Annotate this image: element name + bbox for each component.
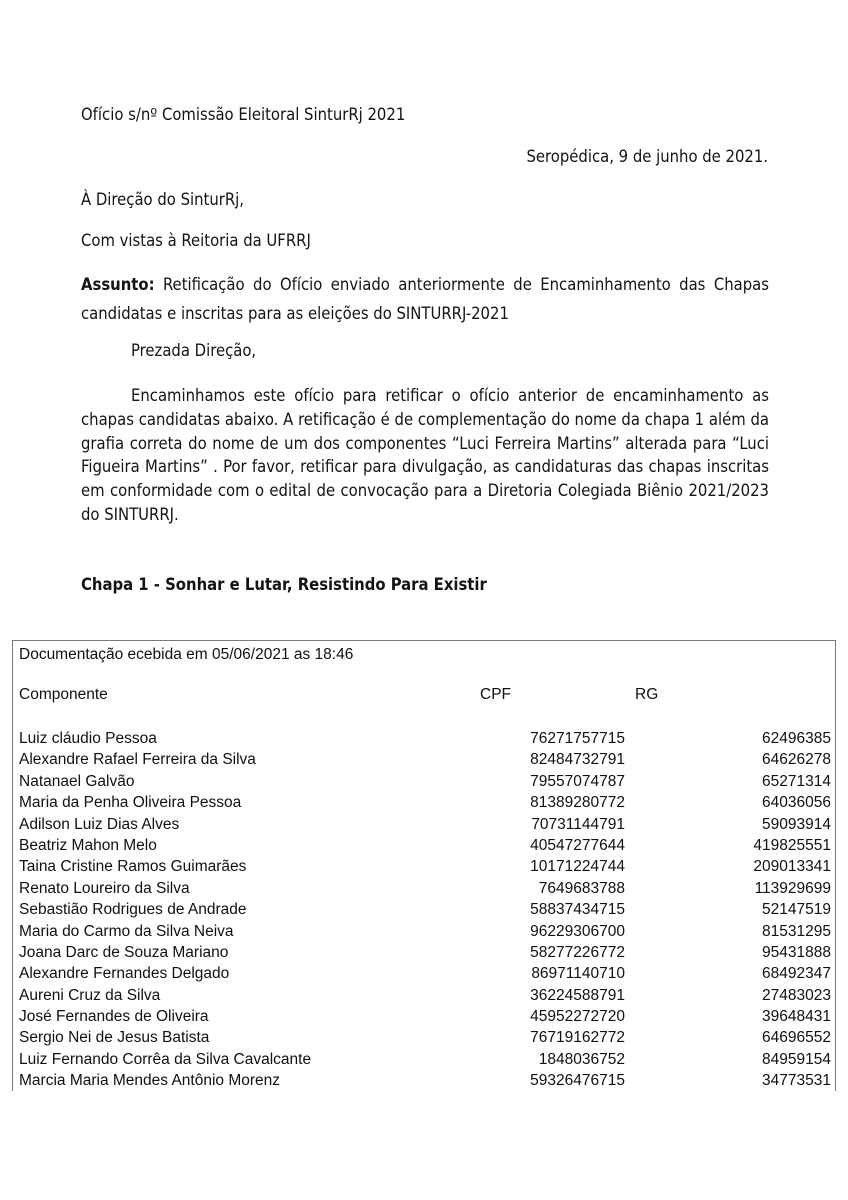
- table-row: [13, 921, 835, 942]
- member-rg: 27483023: [762, 986, 831, 1004]
- table-row: [13, 771, 835, 792]
- table-row: [13, 792, 835, 813]
- member-name: Marcia Maria Mendes Antônio Morenz: [19, 1072, 281, 1090]
- body-paragraph: Encaminhamos este ofício para retificar o ofício anterior de encaminhamento as chapas candidatas abaixo. A retificação é de complementação do nome da chapa 1 além da grafia correta do nome de um dos componentes “Luci Ferreira Martins” alterada para “Luci Figueira Martins” . Por favor, retificar para divulgação, as candidaturas das chapas inscritas em conformidade com o edital de convocação para a Diretoria Colegiada Biênio 2021/2023 do SINTURRJ.: [81, 386, 769, 524]
- member-cpf: 59326476715: [530, 1072, 625, 1090]
- member-rg: 34773531: [762, 1072, 831, 1090]
- subject-text: Retificação do Ofício enviado anteriormente de Encaminhamento das Chapas candidatas e inscritas para as eleições do SINTURRJ-2021: [81, 275, 769, 323]
- table-row: [13, 749, 835, 770]
- member-cpf: 1848036752: [538, 1050, 625, 1068]
- subject-label: Assunto:: [81, 275, 155, 294]
- member-name: Maria do Carmo da Silva Neiva: [19, 922, 234, 940]
- column-header-rg: RG: [635, 686, 659, 703]
- member-name: Sergio Nei de Jesus Batista: [19, 1029, 210, 1047]
- carbon-copy: Com vistas à Reitoria da UFRRJ: [81, 231, 311, 250]
- member-cpf: 7649683788: [538, 879, 625, 897]
- table-row: [13, 728, 835, 749]
- table-row: [13, 856, 835, 877]
- members-table: [12, 640, 836, 1091]
- member-name: Luiz Fernando Corrêa da Silva Cavalcante: [19, 1050, 312, 1068]
- place-date: Seropédica, 9 de junho de 2021.: [526, 147, 768, 166]
- member-name: Joana Darc de Souza Mariano: [19, 943, 229, 961]
- member-name: Adilson Luiz Dias Alves: [19, 815, 180, 833]
- member-cpf: 58837434715: [530, 901, 625, 919]
- member-cpf: 86971140710: [531, 965, 625, 983]
- table-row: [13, 878, 835, 899]
- member-name: Aureni Cruz da Silva: [19, 986, 161, 1004]
- table-row: [13, 1027, 835, 1048]
- member-cpf: 58277226772: [530, 943, 625, 961]
- member-rg: 65271314: [762, 772, 831, 790]
- subject: [81, 270, 769, 328]
- member-rg: 62496385: [762, 730, 831, 747]
- member-rg: 209013341: [753, 858, 831, 876]
- member-rg: 59093914: [762, 815, 831, 833]
- member-name: Luiz cláudio Pessoa: [19, 730, 157, 747]
- member-rg: 64696552: [762, 1029, 831, 1047]
- received-note: Documentação ecebida em 05/06/2021 as 18:46: [19, 646, 354, 663]
- table-row: [13, 942, 835, 963]
- table-body: [13, 728, 835, 1092]
- member-cpf: 70731144791: [531, 815, 625, 833]
- member-cpf: 45952272720: [530, 1008, 625, 1026]
- member-name: Maria da Penha Oliveira Pessoa: [19, 794, 242, 812]
- table-row: [13, 1049, 835, 1070]
- member-cpf: 76719162772: [530, 1029, 625, 1047]
- table-row: [13, 1070, 835, 1091]
- member-cpf: 36224588791: [530, 986, 625, 1004]
- member-name: Renato Loureiro da Silva: [19, 879, 190, 897]
- member-rg: 64036056: [762, 794, 831, 812]
- member-name: Natanael Galvão: [19, 772, 135, 790]
- member-cpf: 76271757715: [530, 730, 625, 747]
- table-row: [13, 814, 835, 835]
- member-cpf: 10171224744: [530, 858, 625, 876]
- member-name: Taina Cristine Ramos Guimarães: [19, 858, 247, 876]
- chapa-title: Chapa 1 - Sonhar e Lutar, Resistindo Para Existir: [81, 575, 487, 594]
- member-name: Alexandre Rafael Ferreira da Silva: [19, 751, 256, 769]
- member-cpf: 40547277644: [530, 836, 625, 854]
- member-name: Alexandre Fernandes Delgado: [19, 965, 230, 983]
- table-row: [13, 985, 835, 1006]
- member-rg: 68492347: [762, 965, 831, 983]
- letter-reference: Ofício s/nº Comissão Eleitoral SinturRj 2021: [81, 105, 406, 124]
- table-row: [13, 899, 835, 920]
- greeting: Prezada Direção,: [131, 341, 257, 360]
- column-header-cpf: CPF: [480, 686, 511, 703]
- member-name: Sebastião Rodrigues de Andrade: [19, 901, 247, 919]
- column-header-name: Componente: [19, 686, 108, 703]
- member-rg: 419825551: [753, 836, 831, 854]
- member-name: Beatriz Mahon Melo: [19, 836, 157, 854]
- member-rg: 39648431: [762, 1008, 831, 1026]
- member-rg: 84959154: [762, 1050, 831, 1068]
- member-cpf: 79557074787: [530, 772, 625, 790]
- member-rg: 81531295: [762, 922, 831, 940]
- member-cpf: 82484732791: [530, 751, 625, 769]
- member-cpf: 96229306700: [530, 922, 625, 940]
- table-row: [13, 835, 835, 856]
- member-rg: 52147519: [762, 901, 831, 919]
- member-rg: 113929699: [754, 879, 831, 897]
- recipient: À Direção do SinturRj,: [81, 190, 245, 209]
- table-row: [13, 963, 835, 984]
- member-name: José Fernandes de Oliveira: [19, 1008, 209, 1026]
- member-rg: 95431888: [762, 943, 831, 961]
- member-rg: 64626278: [762, 751, 831, 769]
- table-row: [13, 1006, 835, 1027]
- member-cpf: 81389280772: [530, 794, 625, 812]
